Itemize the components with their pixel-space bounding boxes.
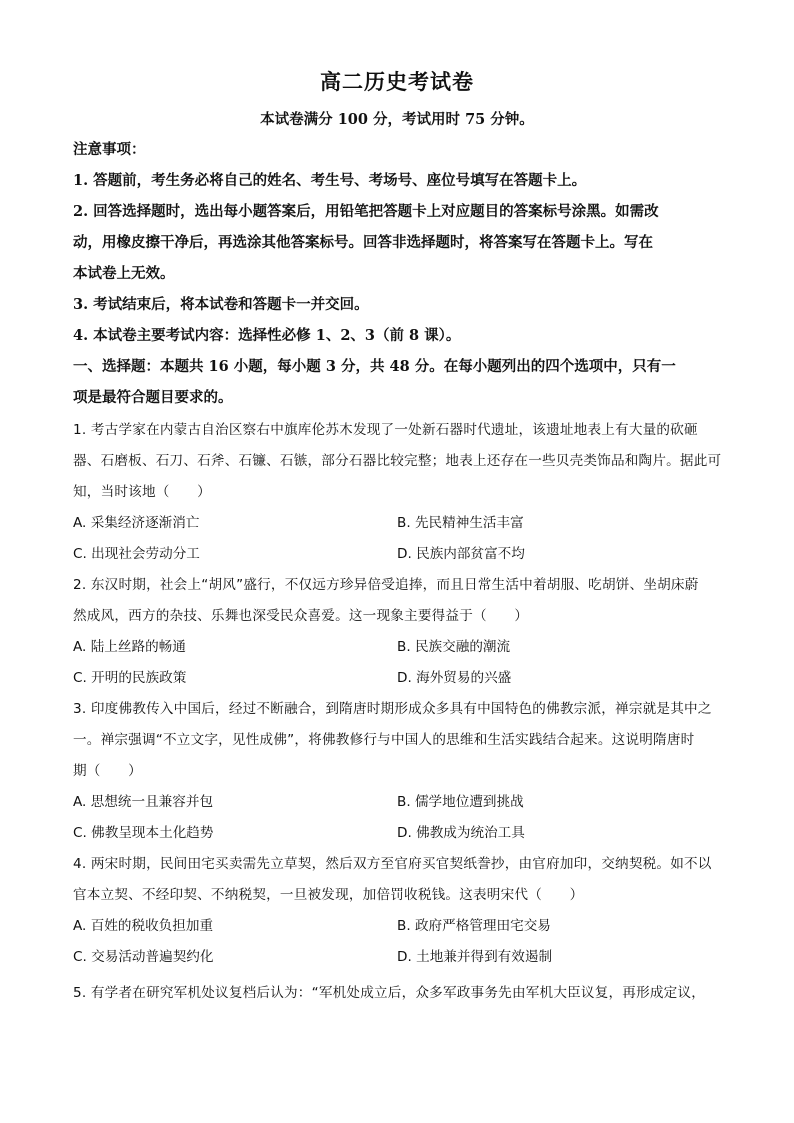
question-1-option-c: C. 出现社会劳动分工 (73, 546, 200, 562)
question-2-option-a: A. 陆上丝路的畅通 (73, 639, 186, 655)
section-heading: 一、选择题：本题共 16 小题，每小题 3 分，共 48 分。在每小题列出的四个选项中，只有一 (73, 358, 676, 375)
section-heading: 项是最符合题目要求的。 (73, 389, 233, 406)
note-line: 3. 考试结束后，将本试卷和答题卡一并交回。 (73, 296, 369, 313)
page-title: 高二历史考试卷 (320, 69, 474, 94)
question-2-text: 2. 东汉时期，社会上“胡风”盛行，不仅远方珍异倍受追捧，而且日常生活中着胡服、吃胡饼、坐胡床蔚 (73, 577, 699, 593)
question-4-option-b: B. 政府严格管理田宅交易 (397, 918, 551, 934)
note-line: 本试卷上无效。 (73, 265, 175, 282)
note-line: 2. 回答选择题时，选出每小题答案后，用铅笔把答题卡上对应题目的答案标号涂黑。如需改 (73, 203, 659, 220)
note-line: 1. 答题前，考生务必将自己的姓名、考生号、考场号、座位号填写在答题卡上。 (73, 172, 587, 189)
question-1-text: 1. 考古学家在内蒙古自治区察右中旗库伦苏木发现了一处新石器时代遗址，该遗址地表上有大量的砍砸 (73, 422, 698, 438)
question-5-text: 5. 有学者在研究军机处议复档后认为：“军机处成立后，众多军政事务先由军机大臣议复，再形成定议， (73, 985, 706, 1001)
note-line: 动，用橡皮擦干净后，再选涂其他答案标号。回答非选择题时，将答案写在答题卡上。写在 (73, 234, 653, 251)
question-3-text: 3. 印度佛教传入中国后，经过不断融合，到隋唐时期形成众多具有中国特色的佛教宗派，禅宗就是其中之 (73, 701, 712, 717)
question-3-option-c: C. 佛教呈现本土化趋势 (73, 825, 214, 841)
question-4-text: 官本立契、不经印契、不纳税契，一旦被发现，加倍罚收税钱。这表明宋代（ ） (73, 887, 584, 903)
question-1-text: 器、石磨板、石刀、石斧、石镰、石镞，部分石器比较完整；地表上还存在一些贝壳类饰品和陶片。据此可 (73, 453, 722, 469)
question-1-text: 知，当时该地（ ） (73, 484, 211, 500)
question-4-option-d: D. 土地兼并得到有效遏制 (397, 949, 553, 965)
question-2-option-c: C. 开明的民族政策 (73, 670, 187, 686)
question-4-option-c: C. 交易活动普遍契约化 (73, 949, 214, 965)
question-2-option-d: D. 海外贸易的兴盛 (397, 670, 512, 686)
question-2-option-b: B. 民族交融的潮流 (397, 639, 511, 655)
exam-info: 本试卷满分 100 分，考试用时 75 分钟。 (260, 111, 534, 128)
note-line: 4. 本试卷主要考试内容：选择性必修 1、2、3（前 8 课）。 (73, 327, 461, 344)
question-3-option-d: D. 佛教成为统治工具 (397, 825, 525, 841)
question-3-text: 期（ ） (73, 763, 142, 779)
question-4-option-a: A. 百姓的税收负担加重 (73, 918, 214, 934)
question-1-option-a: A. 采集经济逐渐消亡 (73, 515, 200, 531)
notes-heading: 注意事项： (73, 141, 146, 158)
question-1-option-b: B. 先民精神生活丰富 (397, 515, 524, 531)
question-3-option-a: A. 思想统一且兼容并包 (73, 794, 214, 810)
question-4-text: 4. 两宋时期，民间田宅买卖需先立草契，然后双方至官府买官契纸誊抄，由官府加印，交纳契税。如不以 (73, 856, 712, 872)
question-3-option-b: B. 儒学地位遭到挑战 (397, 794, 524, 810)
question-2-text: 然成风，西方的杂技、乐舞也深受民众喜爱。这一现象主要得益于（ ） (73, 608, 529, 624)
question-1-option-d: D. 民族内部贫富不均 (397, 546, 525, 562)
question-3-text: 一。禅宗强调“不立文字，见性成佛”，将佛教修行与中国人的思维和生活实践结合起来。这说明隋唐时 (73, 732, 695, 748)
